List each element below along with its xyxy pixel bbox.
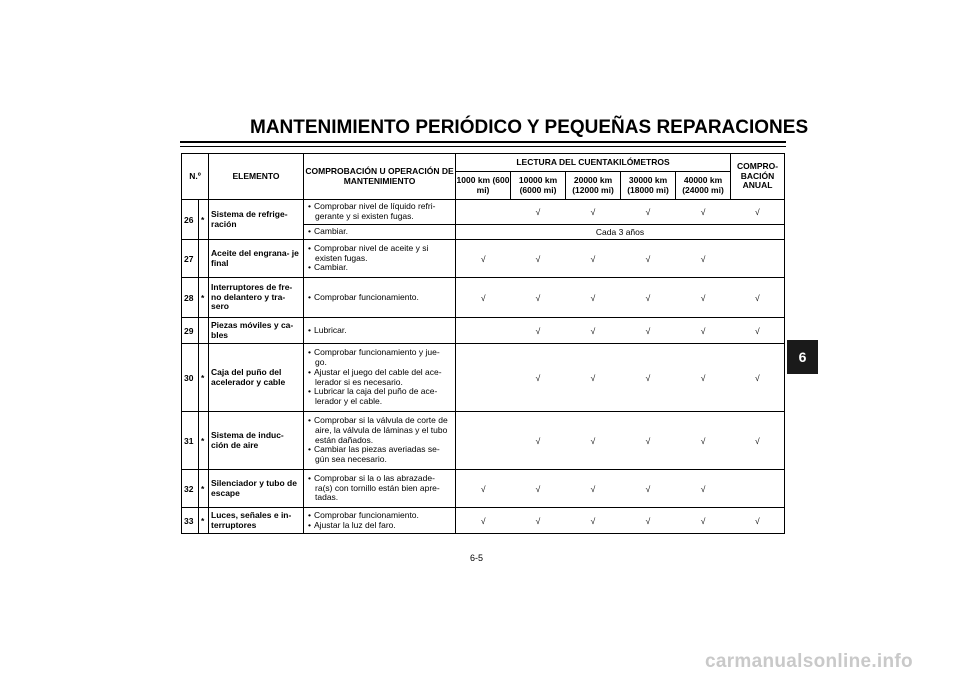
interval-value: Cada 3 años — [456, 225, 785, 240]
header-annual: COMPRO- BACIÓN ANUAL — [731, 154, 785, 200]
check-mark: √ — [676, 278, 731, 318]
row-number: 31 — [182, 412, 199, 470]
header-km-40000: 40000 km (24000 mi) — [676, 172, 731, 200]
row-operation — [304, 470, 456, 508]
check-mark: √ — [566, 508, 621, 534]
special-mark — [199, 318, 209, 344]
check-mark: √ — [621, 240, 676, 278]
operation-item: • Ajustar el juego del cable del ace- lerador si es necesario. — [308, 368, 453, 388]
operation-item: • Comprobar nivel de aceite y si existen fugas. — [308, 244, 453, 264]
special-mark — [199, 240, 209, 278]
title-rule-thin — [180, 146, 786, 147]
check-mark: √ — [566, 470, 621, 508]
row-element: Silenciador y tubo de escape — [209, 470, 304, 508]
header-operation: COMPROBACIÓN U OPERACIÓN DE MANTENIMIENTO — [304, 154, 456, 200]
row-operation — [304, 344, 456, 412]
table-row — [182, 318, 785, 344]
check-mark: √ — [566, 200, 621, 225]
header-km-1000: 1000 km (600 mi) — [456, 172, 511, 200]
check-mark: √ — [456, 278, 511, 318]
check-empty — [731, 240, 785, 278]
row-element: Piezas móviles y ca- bles — [209, 318, 304, 344]
row-operation — [304, 200, 456, 225]
operation-item: • Lubricar. — [308, 326, 453, 336]
check-mark: √ — [731, 344, 785, 412]
table-row — [182, 344, 785, 412]
check-mark: √ — [511, 412, 566, 470]
operation-item: • Lubricar la caja del puño de ace- lerador y el cable. — [308, 387, 453, 407]
header-num: N.º — [182, 154, 209, 200]
maintenance-table — [181, 153, 785, 534]
check-empty — [456, 318, 511, 344]
row-operation — [304, 508, 456, 534]
check-empty — [456, 412, 511, 470]
row-number: 27 — [182, 240, 199, 278]
operation-item: • Comprobar funcionamiento y jue- go. — [308, 348, 453, 368]
row-number: 32 — [182, 470, 199, 508]
check-mark: √ — [566, 278, 621, 318]
check-mark: √ — [621, 470, 676, 508]
watermark[interactable]: carmanualsonline.info — [705, 651, 913, 672]
check-mark: √ — [621, 278, 676, 318]
check-mark: √ — [566, 318, 621, 344]
operation-item: • Ajustar la luz del faro. — [308, 521, 453, 531]
table-row — [182, 508, 785, 534]
row-element: Luces, señales e in- terruptores — [209, 508, 304, 534]
row-element: Sistema de refrige- ración — [209, 200, 304, 240]
check-empty — [456, 200, 511, 225]
header-km-10000: 10000 km (6000 mi) — [511, 172, 566, 200]
operation-item: • Cambiar. — [308, 227, 453, 237]
row-number: 26 — [182, 200, 199, 240]
special-mark: * — [199, 344, 209, 412]
row-element: Interruptores de fre- no delantero y tra- sero — [209, 278, 304, 318]
operation-item: • Comprobar nivel de líquido refri- gerante y si existen fugas. — [308, 202, 453, 222]
table-row — [182, 278, 785, 318]
table-row — [182, 240, 785, 278]
check-mark: √ — [676, 344, 731, 412]
special-mark: * — [199, 508, 209, 534]
special-mark: * — [199, 278, 209, 318]
row-operation — [304, 240, 456, 278]
row-element: Caja del puño del acelerador y cable — [209, 344, 304, 412]
check-mark: √ — [731, 318, 785, 344]
check-mark: √ — [731, 200, 785, 225]
check-mark: √ — [676, 200, 731, 225]
check-mark: √ — [676, 412, 731, 470]
check-mark: √ — [676, 470, 731, 508]
header-km-30000: 30000 km (18000 mi) — [621, 172, 676, 200]
page-title: MANTENIMIENTO PERIÓDICO Y PEQUEÑAS REPARACIONES — [250, 117, 809, 138]
check-mark: √ — [731, 508, 785, 534]
header-odometer: LECTURA DEL CUENTAKILÓMETROS — [456, 154, 731, 172]
row-number: 29 — [182, 318, 199, 344]
row-element: Aceite del engrana- je final — [209, 240, 304, 278]
operation-item: • Cambiar las piezas averiadas se- gún sea necesario. — [308, 445, 453, 465]
check-mark: √ — [621, 508, 676, 534]
table-row — [182, 470, 785, 508]
table-row — [182, 200, 785, 225]
check-mark: √ — [511, 318, 566, 344]
check-mark: √ — [511, 470, 566, 508]
row-number: 28 — [182, 278, 199, 318]
check-mark: √ — [676, 240, 731, 278]
row-operation — [304, 278, 456, 318]
check-mark: √ — [621, 412, 676, 470]
operation-item: • Comprobar funcionamiento. — [308, 293, 453, 303]
check-mark: √ — [511, 200, 566, 225]
check-mark: √ — [456, 508, 511, 534]
check-mark: √ — [621, 200, 676, 225]
header-km-20000: 20000 km (12000 mi) — [566, 172, 621, 200]
check-mark: √ — [731, 412, 785, 470]
check-mark: √ — [566, 412, 621, 470]
table-row — [182, 412, 785, 470]
check-mark: √ — [511, 278, 566, 318]
special-mark: * — [199, 200, 209, 240]
operation-item: • Cambiar. — [308, 263, 453, 273]
row-element: Sistema de induc- ción de aire — [209, 412, 304, 470]
check-mark: √ — [676, 508, 731, 534]
header-element: ELEMENTO — [209, 154, 304, 200]
row-operation — [304, 225, 456, 240]
special-mark: * — [199, 412, 209, 470]
check-empty — [456, 344, 511, 412]
check-mark: √ — [511, 240, 566, 278]
check-mark: √ — [511, 344, 566, 412]
operation-item: • Comprobar si la o las abrazade- ra(s) con tornillo están bien apre- tadas. — [308, 474, 453, 503]
row-operation — [304, 412, 456, 470]
row-number: 30 — [182, 344, 199, 412]
operation-item: • Comprobar funcionamiento. — [308, 511, 453, 521]
check-mark: √ — [676, 318, 731, 344]
row-number: 33 — [182, 508, 199, 534]
section-tab[interactable]: 6 — [787, 340, 818, 374]
check-mark: √ — [731, 278, 785, 318]
title-rule-thick — [180, 141, 786, 143]
page-number: 6-5 — [470, 553, 484, 563]
check-mark: √ — [566, 344, 621, 412]
check-mark: √ — [621, 344, 676, 412]
check-mark: √ — [511, 508, 566, 534]
check-empty — [731, 470, 785, 508]
check-mark: √ — [621, 318, 676, 344]
check-mark: √ — [566, 240, 621, 278]
check-mark: √ — [456, 470, 511, 508]
operation-item: • Comprobar si la válvula de corte de aire, la válvula de láminas y el tubo están dañados. — [308, 416, 453, 445]
check-mark: √ — [456, 240, 511, 278]
special-mark: * — [199, 470, 209, 508]
row-operation — [304, 318, 456, 344]
